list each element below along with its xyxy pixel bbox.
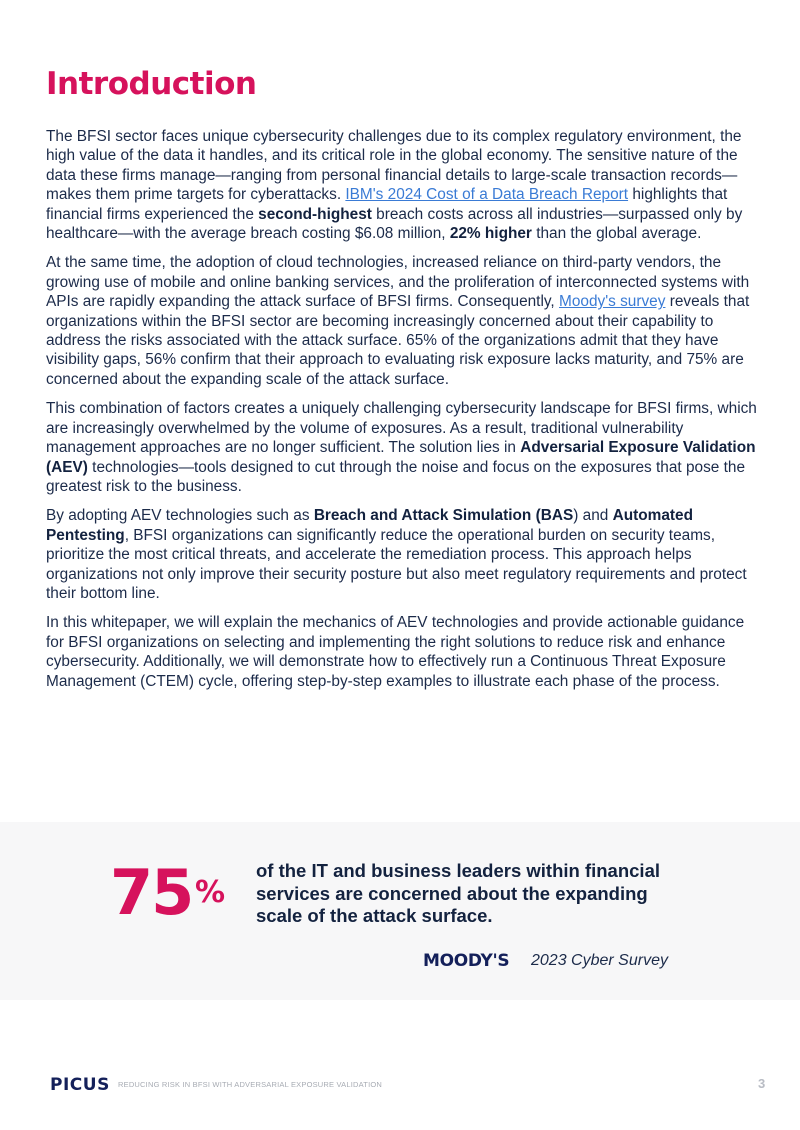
p4-text-2: ) and — [573, 507, 613, 525]
ibm-report-link[interactable]: IBM's 2024 Cost of a Data Breach Report — [345, 186, 629, 204]
p1-text-3: breach costs across all industries—surpassed only by healthcare—with the average breach costing $6.08 million, — [46, 205, 743, 243]
p4-text-3: , BFSI organizations can significantly reduce the operational burden on security teams, prioritize the most critical threats, and accelerate the remediation process. This approach helps organizations not only improve their security posture but also meet regulatory requirements and protect their bottom line. — [46, 526, 747, 602]
p3-bold-1: Adversarial Exposure Validation (AEV) — [46, 439, 756, 476]
paragraph-5 — [46, 613, 766, 691]
p4-text-1: By adopting AEV technologies such as — [46, 507, 314, 525]
p1-text-1: The BFSI sector faces unique cybersecurity challenges due to its complex regulatory environment, the high value of the data it handles, and its critical role in the global economy. The sensitive nature of the data these firms manage—ranging from personal financial details to large-scale transaction records—makes them prime targets for cyberattacks. — [46, 128, 742, 204]
moodys-logo: MOODY'S — [423, 951, 510, 971]
moodys-survey-link[interactable]: Moody's survey — [559, 293, 666, 311]
stat-percent-sign: % — [195, 875, 226, 910]
picus-logo: PICUS — [50, 1075, 110, 1095]
paragraph-2 — [46, 253, 766, 389]
p4-bold-2: Automated Pentesting — [46, 507, 693, 544]
p1-bold-1: second-highest — [258, 205, 372, 223]
p2-text-2: reveals that organizations within the BFSI sector are becoming increasingly concerned about their capability to address the risks associated with the attack surface. 65% of the organizations admit that they have visibility gaps, 56% confirm that their approach to evaluating risk exposure lacks maturity, and 75% are concerned about the expanding scale of the attack surface. — [46, 293, 750, 388]
p5-text-1: In this whitepaper, we will explain the mechanics of AEV technologies and provide actionable guidance for BFSI organizations on selecting and implementing the right solutions to reduce risk and enhance cybersecurity. Additionally, we will demonstrate how to effectively run a Continuous Threat Exposure Management (CTEM) cycle, offering step-by-step examples to illustrate each phase of the process. — [46, 614, 745, 690]
p1-bold-2: 22% higher — [449, 225, 532, 243]
stat-description: of the IT and business leaders within financial services are concerned about the expanding scale of the attack surface. — [256, 860, 660, 926]
paragraph-4 — [46, 506, 766, 603]
source-caption: 2023 Cyber Survey — [531, 952, 668, 969]
stat-number: 75 — [110, 856, 193, 929]
p3-text-2: technologies—tools designed to cut through the noise and focus on the exposures that pose the greatest risk to the business. — [46, 458, 746, 495]
p1-text-2: highlights that financial firms experienced the — [46, 186, 728, 223]
paragraph-1 — [46, 127, 766, 243]
p2-text-1: At the same time, the adoption of cloud technologies, increased reliance on third-party vendors, the growing use of mobile and online banking services, and the proliferation of interconnected systems with APIs are rapidly expanding the attack surface of BFSI firms. Consequently, — [46, 254, 750, 311]
p1-text-4: than the global average. — [531, 225, 702, 243]
page-title: Introduction — [46, 66, 257, 102]
p4-bold-1: Breach and Attack Simulation (BAS — [313, 507, 574, 525]
footer-title: REDUCING RISK IN BFSI WITH ADVERSARIAL EXPOSURE VALIDATION — [118, 1080, 383, 1089]
body-text — [46, 127, 766, 701]
p3-text-1: This combination of factors creates a uniquely challenging cybersecurity landscape for BFSI firms, which are increasingly overwhelmed by the volume of exposures. As a result, traditional vulnerability management approaches are no longer sufficient. The solution lies in — [46, 400, 757, 457]
page-number: 3 — [758, 1076, 766, 1091]
paragraph-3 — [46, 399, 766, 496]
